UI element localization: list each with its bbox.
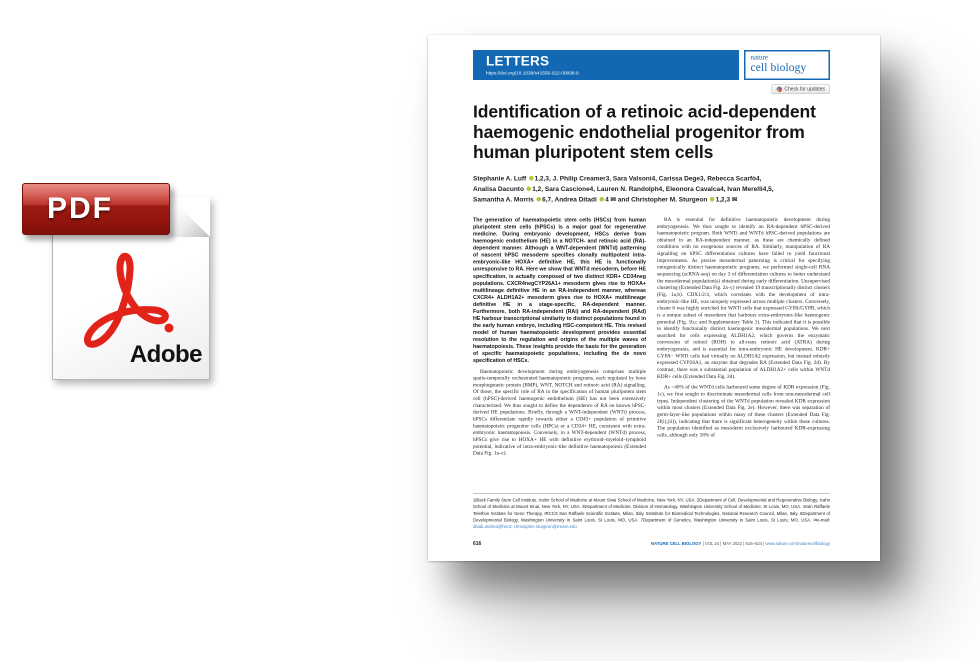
email-link-1[interactable]: ditadi.andrea@hsr.it;	[473, 524, 514, 530]
journal-logo-nature: nature	[750, 54, 768, 62]
page-number: 616	[473, 541, 482, 547]
page-footer	[473, 541, 830, 547]
body-paragraph-1: RA is essential for definitive haematopoietic development during embryogenesis. We thus sought to identify an RA-dependent hPSC-derived haematopoietic program. Both WNTi and WNTd hPSC-derived populations are obtained in an RA-independent manner, as these are chemically defined conditions with no exogenous sources of RA. Similarly, manipulation of RA signalling on hPSC differentiation cultures have failed to yield functional improvements. As precise mesodermal patterning is critical for specifying ontogenically distinct haematopoietic programs, we performed single-cell RNA sequencing (scRNA-seq) on day 3 of differentiation cultures to better understand the mesodermal population(s) obtained during early differentiation. Unsupervised clustering (Extended Data Fig. 2a–c) revealed 19 transcriptionally distinct clusters (Fig. 1a,b). CDX1/2/4, which correlates with the development of intra-embryonic-like HE, was uniquely expressed across multiple clusters. Conversely, cluster 6 was highly enriched for WNTi cells that expressed GYPA/GYPB, which is a unique subset of mesoderm that harbours extra-embryonic-like haemogenic potential (Fig. 1b,c and Supplementary Table 1). This indicated that it is possible to identify functionally distinct haemogenic mesodermal populations. We next searched for cells expressing ALDH1A2, which governs the enzymatic conversion of retinol (ROH) to all-trans retinoic acid (ATRA) during embryogenesis, and is essential for intra-embryonic HE development. KDR+ GYPA− WNTi cells had virtually no ALDH1A2 expression, but instead robustly expressed CYP26A1, an enzyme that degrades RA (Extended Data Fig. 2d). By contrast, there was a substantial population of ALDH1A2+ cells within WNTd KDR+ cells (Extended Data Fig. 2d).	[657, 216, 830, 380]
author-line: Analisa Dacunto 1,2, Sara Cascione4, Lauren N. Randolph4, Eleonora Cavalca4, Ivan Merelli4,5,	[473, 184, 774, 193]
article-title: Identification of a retinoic acid-dependent haemogenic endothelial progenitor from human pluripotent stem cells	[473, 102, 816, 163]
pdf-file-icon[interactable]	[22, 183, 222, 388]
section-label: LETTERS	[486, 53, 550, 69]
check-for-updates-label: Check for updates	[784, 86, 825, 92]
affiliations-text: 1Black Family Stem Cell Institute, Icahn School of Medicine at Mount Sinai School of Medicine, New York, NY, USA. 2Department of Cell, Developmental and Regenerative Biology, Icahn School of Medicine at Mount Sinai, New York, NY, USA. 3Department of Medicine, Division of Hematology, Washington University School of Medicine, St Louis, MO, USA. 4San Raffaele Telethon Institute for Gene Therapy, IRCCS San Raffaele Scientific Institute, Milan, Italy. 5Institute for Biomedical Technologies, National Research Council, Milan, Italy. 6Department of Developmental Biology, Washington University in Saint Louis, St Louis, MO, USA. 7Department of Genetics, Washington University in Saint Louis, St Louis, MO, USA.	[473, 497, 830, 523]
crossmark-icon	[776, 87, 782, 93]
email-link-2[interactable]: christopher.sturgeon@mssm.edu	[513, 524, 577, 530]
paper-first-page[interactable]	[428, 35, 880, 561]
orcid-icon	[600, 197, 605, 202]
paper-page-container	[428, 35, 880, 561]
orcid-icon	[710, 197, 715, 202]
intro-paragraph: Haematopoietic development during embryogenesis comprises multiple spatio-temporally orchestrated haematopoietic programs, each regulated by bone morphogenetic protein (BMP), WNT, NOTCH and retinoic acid (RA) signalling. Of those, the specific role of RA in the specification of human pluripotent stem cell (hPSC)-derived haemogenic endothelium (HE) has not been extensively characterized. We thus sought to define the dependence of RA on known hPSC-derived HE populations. Briefly, through a WNT-independent (WNTi) process, hPSCs differentiate rapidly towards either a CD43+ population of primitive haematopoietic progenitor cells (HPCs) or a CD34+ HE, consistent with extra-embryonic haematopoiesis. Conversely, in a WNT-dependent (WNTd) process, hPSCs give rise to HOXA+ HE with definitive erythroid–myeloid–lymphoid potential, indicative of intra-embryonic-like definitive haematopoiesis (Extended Data Fig. 1a–c).	[473, 368, 646, 457]
pdf-banner-label: PDF	[47, 192, 113, 225]
orcid-icon	[529, 176, 534, 181]
letters-header-band	[473, 50, 739, 80]
check-for-updates-badge[interactable]	[771, 85, 830, 95]
paper-header	[473, 35, 830, 80]
orcid-icon	[527, 186, 532, 191]
footer-issue-info: | VOL 24 | MAY 2022 | 616–624 |	[701, 541, 766, 547]
journal-logo	[744, 50, 830, 80]
author-line: Samantha A. Morris 6,7, Andrea Ditadi 4 ✉ and Christopher M. Sturgeon 1,2,3 ✉	[473, 195, 738, 203]
left-column	[473, 216, 646, 489]
footer-journal-name: NATURE CELL BIOLOGY	[651, 541, 702, 547]
author-list	[473, 173, 830, 205]
doi-link[interactable]: https://doi.org/10.1038/s41556-022-00898-9	[486, 70, 579, 76]
email-label: ✉e-mail:	[813, 517, 830, 523]
footer-journal-url[interactable]: www.nature.com/naturecellbiology	[765, 541, 830, 547]
badge-row	[473, 85, 830, 95]
body-paragraph-2: As ~40% of the WNTd cells harboured some degree of KDR expression (Fig. 1c), we first sought to discriminate mesodermal cells from non-mesodermal cell types. Independent clustering of the WNTd population revealed KDR expression within most clusters (Extended Data Fig. 2e). However, there was separation of germ-layer-like populations within many of these clusters (Extended Data Fig. 2f(i),(ii)), indicating that there is significant heterogeneity within these cultures. The population identified as mesoderm exclusively harboured KDR-expressing cells, although only 58% of	[657, 384, 830, 438]
journal-logo-cell-biology: cell biology	[750, 61, 807, 74]
footer-journal-line	[651, 541, 830, 546]
two-column-body	[473, 216, 830, 489]
orcid-icon	[537, 197, 542, 202]
pdf-banner	[22, 183, 170, 235]
right-column	[657, 216, 830, 489]
author-line: Stephanie A. Luff 1,2,3, J. Philip Creamer3, Sara Valsoni4, Carissa Dege3, Rebecca Scarfò4,	[473, 174, 762, 182]
abstract-text: The generation of haematopoietic stem cells (HSCs) from human pluripotent stem cells (hPSCs) is a major goal for regenerative medicine. During embryonic development, HSCs derive from haemogenic endothelium (HE) in a NOTCH- and retinoic acid (RA)-dependent manner. Although a WNT-dependent (WNTd) patterning of nascent hPSC mesoderm specifies clonally multipotent intra-embryonic-like HOXA+ definitive HE, this HE is functionally unresponsive to RA. Here we show that WNTd mesoderm, before HE specification, is actually composed of two distinct KDR+ CD34neg populations. CXCR4negCYP26A1+ mesoderm gives rise to HOXA+ multilineage definitive HE in an RA-independent manner, whereas CXCR4+ ALDH1A2+ mesoderm gives rise to HOXA+ multilineage definitive HE in a stage-specific, RA-dependent manner. Furthermore, both RA-independent (RAi) and RA-dependent (RAd) HE harbour transcriptional similarity to distinct populations found in the early human embryo, including HSC-competent HE. This revised model of human haematopoietic development provides essential resolution to the regulation and origins of the multiple waves of haematopoiesis. These insights provide the basis for the generation of specific haematopoietic populations, including the de novo specification of HSCs.	[473, 216, 646, 364]
adobe-brand-label: Adobe	[129, 341, 202, 368]
affiliations-footnote	[473, 493, 830, 530]
